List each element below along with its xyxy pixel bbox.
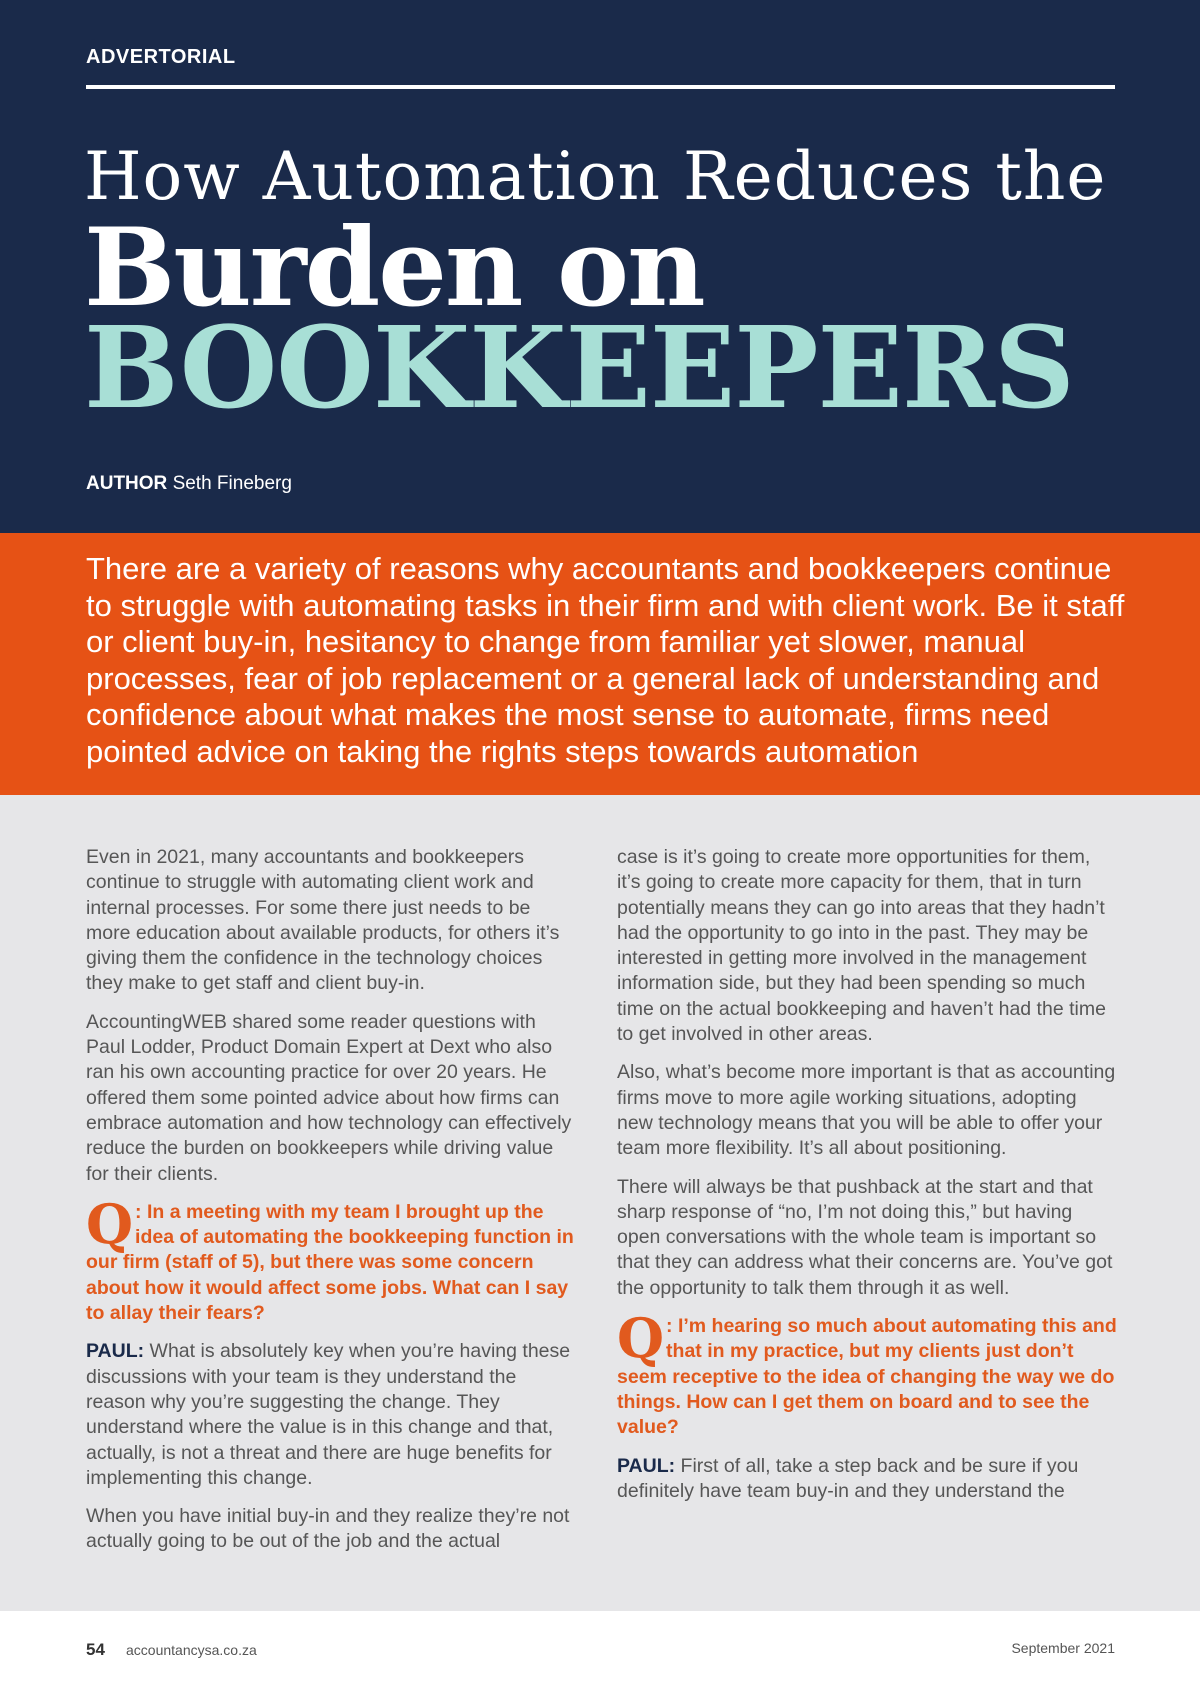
author-byline [86, 473, 292, 495]
answer-text: First of all, take a step back and be sure if you definitely have team buy-in and they understand the [617, 1454, 1079, 1502]
answer-speaker: PAUL: [617, 1454, 676, 1477]
question-text: : I’m hearing so much about automating this and that in my practice, but my clients just don’t seem receptive to the idea of changing the way we do things. How can I get them on board and to see the value? [617, 1315, 1117, 1439]
site-url: accountancysa.co.za [126, 1642, 257, 1658]
answer-2 [617, 1454, 1117, 1505]
paragraph: case is it’s going to create more opportunities for them, it’s going to create more capacity for them, that in turn potentially means they can go into areas that they hadn’t had the opportunity to go into in the past. They may be interested in getting more involved in the management information side, but they had been spending so much time on the actual bookkeeping and haven’t had the time to get involved in other areas. [617, 846, 1106, 1046]
paragraph: Also, what’s become more important is that as accounting firms move to more agile working situations, adopting new technology means that you will be able to offer your team more flexibility. It’s all about positioning. [617, 1061, 1116, 1160]
question-drop-cap: Q [86, 1191, 134, 1256]
paragraph: AccountingWEB shared some reader questions with Paul Lodder, Product Domain Expert at Dext who also ran his own accounting practice for over 20 years. He offered them some pointed advice about how firms can embrace automation and how technology can effectively reduce the burden on bookkeepers while driving value for their clients. [86, 1010, 572, 1185]
intro-standfirst [0, 533, 1200, 795]
article-body [0, 795, 1200, 1611]
answer-text: What is absolutely key when you’re having these discussions with your team is they understand the reason why you’re suggesting the change. They understand where the value is in this change and that, actually, is not a threat and there are huge benefits for implementing this change. [86, 1340, 571, 1489]
question-text: : In a meeting with my team I brought up the idea of automating the bookkeeping function in our firm (staff of 5), but there was some concern about how it would affect some jobs. What can I say to allay their fears? [86, 1200, 574, 1325]
paragraph: Even in 2021, many accountants and bookkeepers continue to struggle with automating client work and internal processes. For some there just needs to be more education about available products, for others it’s giving them the confidence in the technology choices they make to get staff and client buy-in. [86, 846, 560, 995]
title-line-2: Burden on [84, 205, 704, 331]
question-drop-cap: Q [617, 1306, 665, 1371]
author-label: AUTHOR [86, 473, 168, 494]
answer-1 [86, 1339, 576, 1491]
question-2 [617, 1306, 1117, 1440]
answer-speaker: PAUL: [86, 1340, 145, 1363]
section-label: ADVERTORIAL [86, 46, 236, 68]
page-footer [0, 1611, 1200, 1696]
paragraph: When you have initial buy-in and they realize they’re not actually going to be out of the job and the actual [86, 1505, 570, 1553]
title-line-3: BOOKKEEPERS [84, 303, 1074, 434]
left-column [86, 845, 576, 1568]
intro-text: There are a variety of reasons why accountants and bookkeepers continue to struggle with automating tasks in their firm and with client work. Be it staff or client buy-in, hesitancy to change from familiar yet slower, manual processes, fear of job replacement or a general lack of understanding and confidence about what makes the most sense to automate, firms need pointed advice on taking the rights steps towards automation [86, 551, 1125, 769]
right-column [617, 845, 1117, 1517]
page-number: 54 [86, 1640, 105, 1659]
header-divider [86, 85, 1115, 89]
paragraph: There will always be that pushback at the start and that sharp response of “no, I’m not doing this,” but having open conversations with the whole team is important so that they can address what their concerns are. You’ve got the opportunity to talk them through it as well. [617, 1175, 1113, 1299]
title-line-1: How Automation Reduces the [84, 138, 1107, 215]
author-name: Seth Fineberg [172, 473, 292, 494]
question-1 [86, 1191, 576, 1326]
header-banner [0, 0, 1200, 533]
issue-date: September 2021 [1011, 1640, 1115, 1656]
